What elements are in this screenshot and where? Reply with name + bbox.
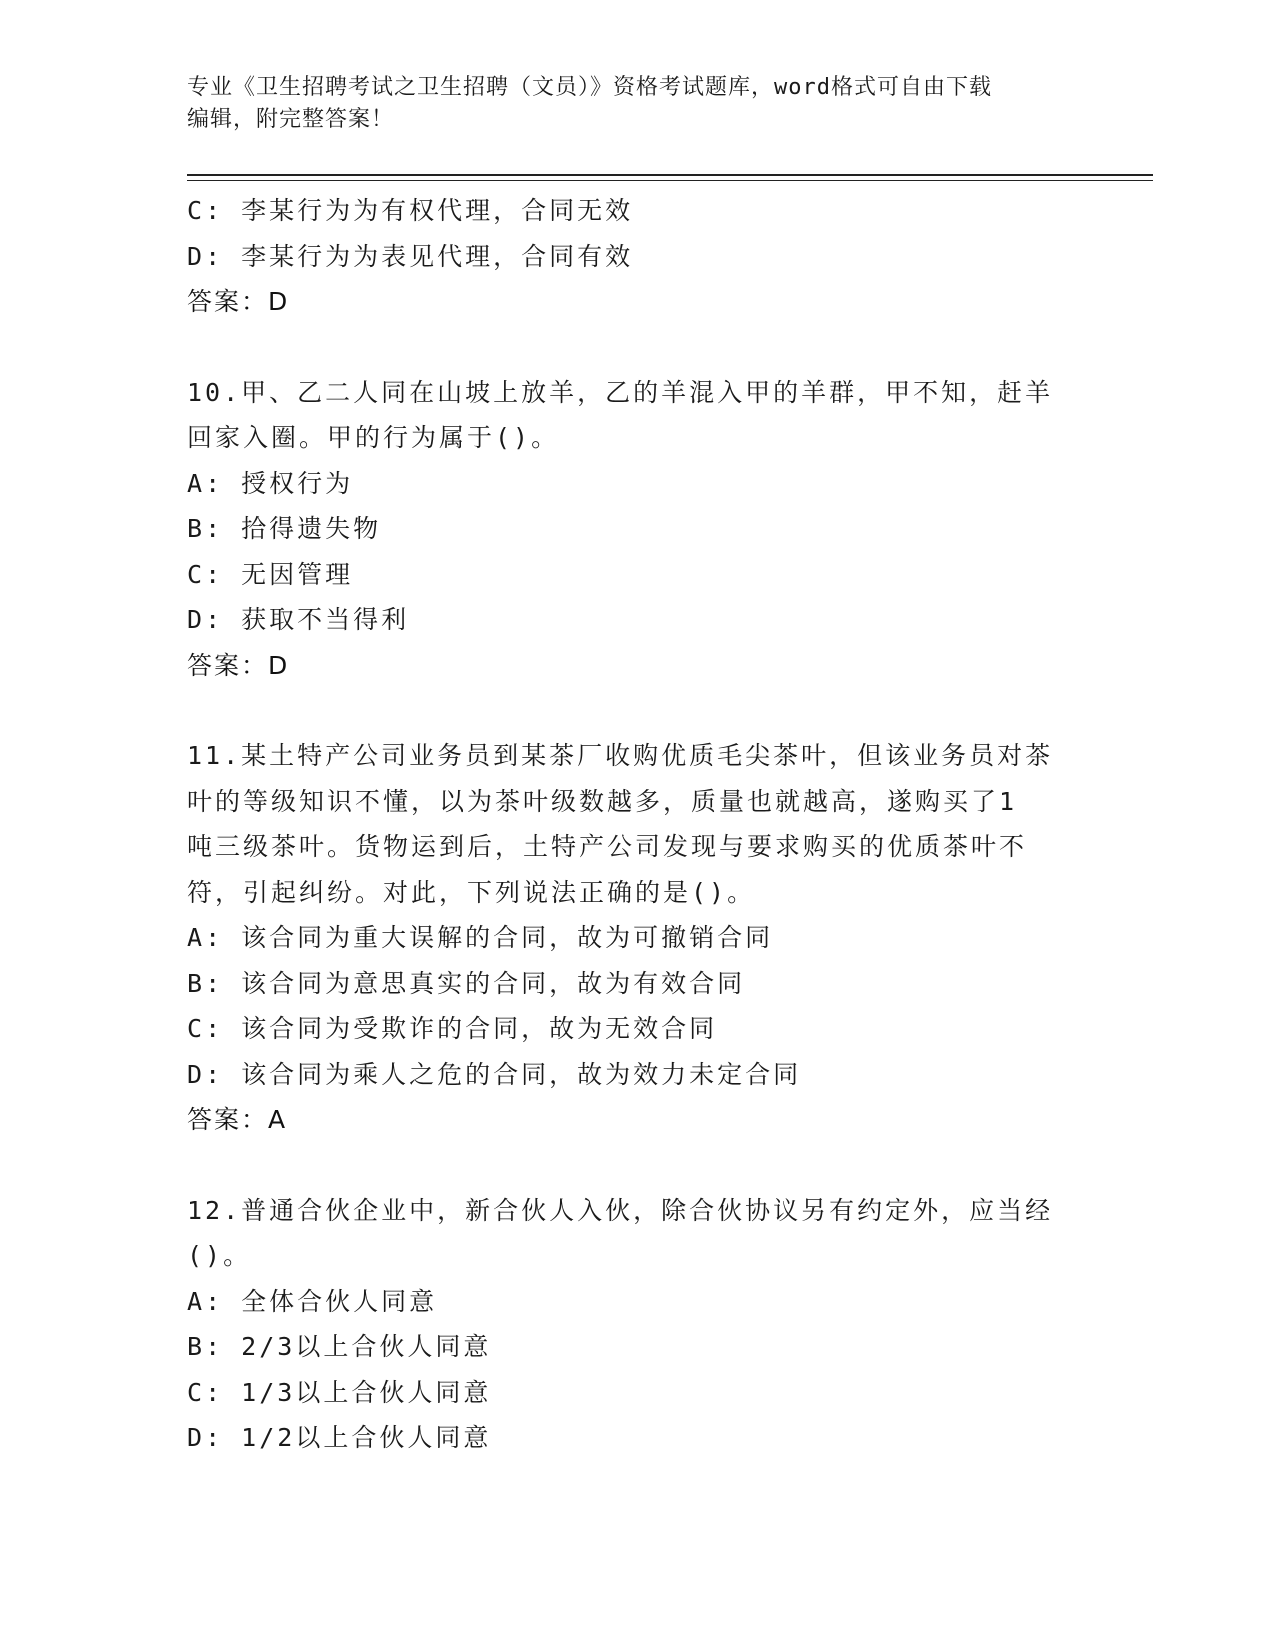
answer-value: D <box>268 287 290 316</box>
option-a: A: 全体合伙人同意 <box>187 1286 438 1316</box>
option-c: C: 该合同为受欺诈的合同，故为无效合同 <box>187 1014 718 1043</box>
option-text: 1/3以上合伙人同意 <box>241 1377 492 1407</box>
header-divider-thick <box>187 174 1153 176</box>
question-text: 甲、乙二人同在山坡上放羊，乙的羊混入甲的羊群，甲不知，赶羊 <box>241 377 1054 407</box>
option-d: D: 该合同为乘人之危的合同，故为效力未定合同 <box>187 1059 802 1089</box>
option-d: D: 获取不当得利 <box>187 605 410 634</box>
option-b: B: 2/3以上合伙人同意 <box>187 1332 492 1361</box>
option-label: C <box>187 1014 206 1043</box>
header-line-1: 专业《卫生招聘考试之卫生招聘（文员）》资格考试题库，word格式可自由下载 <box>187 75 992 100</box>
question-12 <box>187 1188 1087 1461</box>
option-text: 全体合伙人同意 <box>241 1286 438 1316</box>
question-stem-line: ()。 <box>187 1241 252 1270</box>
answer-line <box>187 279 1087 325</box>
option-text: 该合同为意思真实的合同，故为有效合同 <box>241 968 746 998</box>
answer-value: D <box>268 650 290 680</box>
option-label: C <box>187 1377 206 1407</box>
option-label: C <box>187 559 206 589</box>
option-c: C: 无因管理 <box>187 559 354 589</box>
option-label: D <box>187 1423 206 1452</box>
option-text: 拾得遗失物 <box>241 514 382 543</box>
question-content <box>187 188 1087 1461</box>
answer-label: 答案： <box>187 287 269 316</box>
question-stem-line <box>187 370 1087 416</box>
option-d: D: 李某行为为表见代理，合同有效 <box>187 241 634 271</box>
question-stem-line: 吨三级茶叶。货物运到后，土特产公司发现与要求购买的优质茶叶不 <box>187 832 1028 861</box>
option-text: 2/3以上合伙人同意 <box>241 1332 492 1361</box>
option-label: D <box>187 1059 206 1089</box>
option-text: 李某行为为表见代理，合同有效 <box>241 241 634 271</box>
question-number: 10. <box>187 377 242 407</box>
question-number: 12. <box>187 1195 242 1225</box>
question-stem-line: 叶的等级知识不懂，以为茶叶级数越多，质量也就越高，遂购买了1 <box>187 786 1018 816</box>
option-label: B <box>187 1332 206 1361</box>
option-text: 获取不当得利 <box>241 605 410 634</box>
question-11 <box>187 733 1087 1143</box>
question-stem-line: 符，引起纠纷。对此，下列说法正确的是()。 <box>187 877 756 907</box>
option-b: B: 拾得遗失物 <box>187 514 382 543</box>
option-text: 该合同为受欺诈的合同，故为无效合同 <box>241 1014 718 1043</box>
answer-label: 答案： <box>187 650 269 680</box>
answer-value: A <box>268 1105 288 1134</box>
question-stem-line <box>187 733 1087 779</box>
question-stem-line: 回家入圈。甲的行为属于()。 <box>187 423 560 452</box>
option-label: A <box>187 468 206 498</box>
option-b: B: 该合同为意思真实的合同，故为有效合同 <box>187 968 746 998</box>
spacer <box>187 325 1087 370</box>
header-line-2: 编辑，附完整答案！ <box>187 107 395 132</box>
option-text: 无因管理 <box>241 559 354 589</box>
option-label: D <box>187 241 206 271</box>
option-label: A <box>187 923 206 952</box>
question-text: 某土特产公司业务员到某茶厂收购优质毛尖茶叶，但该业务员对茶 <box>241 741 1054 770</box>
option-label: B <box>187 514 206 543</box>
option-text: 授权行为 <box>241 468 354 498</box>
option-label: C <box>187 196 206 225</box>
option-text: 1/2以上合伙人同意 <box>241 1423 492 1452</box>
option-text: 该合同为乘人之危的合同，故为效力未定合同 <box>241 1059 802 1089</box>
option-text: 李某行为为有权代理，合同无效 <box>241 196 634 225</box>
option-label: D <box>187 605 206 634</box>
option-a: A: 该合同为重大误解的合同，故为可撤销合同 <box>187 923 774 952</box>
option-label: B <box>187 968 206 998</box>
answer-line <box>187 643 1087 689</box>
option-a: A: 授权行为 <box>187 468 354 498</box>
spacer <box>187 688 1087 733</box>
question-stem-line <box>187 1188 1087 1234</box>
header-divider-thin <box>187 180 1153 181</box>
previous-question <box>187 188 1087 325</box>
document-header <box>187 72 1067 136</box>
option-c: C: 李某行为为有权代理，合同无效 <box>187 196 634 225</box>
answer-line <box>187 1097 1087 1143</box>
answer-label: 答案： <box>187 1105 269 1134</box>
spacer <box>187 1143 1087 1188</box>
question-text: 普通合伙企业中，新合伙人入伙，除合伙协议另有约定外，应当经 <box>241 1195 1054 1225</box>
option-d: D: 1/2以上合伙人同意 <box>187 1423 492 1452</box>
option-label: A <box>187 1286 206 1316</box>
option-c: C: 1/3以上合伙人同意 <box>187 1377 492 1407</box>
question-number: 11. <box>187 741 242 770</box>
option-text: 该合同为重大误解的合同，故为可撤销合同 <box>241 923 774 952</box>
question-10 <box>187 370 1087 689</box>
